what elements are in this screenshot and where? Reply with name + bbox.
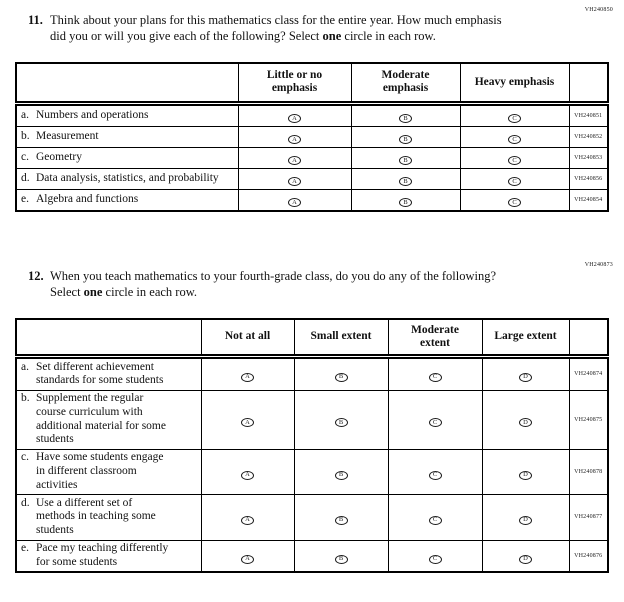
row-letter: d. [21,171,30,184]
question-11-text-post: circle in each row. [341,29,436,43]
answer-bubble[interactable]: D [519,471,532,480]
row-label-cell [16,126,238,147]
option-cell [351,126,460,147]
table-row [16,126,608,147]
option-cell [294,390,388,449]
answer-bubble[interactable]: B [335,555,348,564]
option-cell [388,449,482,494]
row-label-cell [16,147,238,168]
row-label: Pace my teaching differently for some students [36,542,169,568]
question-12-text-pre: When you teach mathematics to your fourth-grade class, do you do any of the following? Select [50,268,497,299]
q12-col-header-notatall: Not at all [201,319,294,357]
row-letter: a. [21,108,29,121]
row-code: VH240875 [569,390,608,449]
answer-bubble[interactable]: A [241,418,254,427]
row-label-cell [16,540,201,572]
option-cell [201,540,294,572]
row-letter: a. [21,360,29,373]
answer-bubble[interactable]: C [508,135,521,144]
option-cell [482,495,569,540]
row-code: VH240874 [569,357,608,391]
answer-bubble[interactable]: B [399,198,412,207]
row-letter: c. [21,150,29,163]
row-label: Have some students engage in different classroom activities [36,451,164,491]
question-11 [0,0,624,212]
row-label: Geometry [36,150,82,163]
question-11-text [50,12,520,44]
answer-bubble[interactable]: D [519,418,532,427]
option-cell [238,189,351,211]
question-11-code: VH240850 [584,7,613,13]
row-code: VH240851 [569,103,608,126]
answer-bubble[interactable]: B [335,516,348,525]
answer-bubble[interactable]: C [429,471,442,480]
option-cell [460,103,569,126]
row-label-cell [16,189,238,211]
question-12-code: VH240873 [584,261,613,268]
answer-bubble[interactable]: A [288,198,301,207]
option-cell [460,189,569,211]
row-letter: c. [21,451,29,464]
q11-header-empty [16,63,238,103]
option-cell [238,168,351,189]
option-cell [294,449,388,494]
option-cell [201,449,294,494]
option-cell [388,390,482,449]
question-11-text-bold: one [322,29,342,43]
row-letter: d. [21,496,30,509]
answer-bubble[interactable]: B [399,156,412,165]
option-cell [460,126,569,147]
option-cell [238,126,351,147]
option-cell [351,147,460,168]
row-label-cell [16,390,201,449]
table-row [16,189,608,211]
option-cell [388,495,482,540]
question-12-text-post: circle in each row. [102,284,198,299]
q11-col-header-moderate: Moderate emphasis [351,63,460,103]
option-cell [294,540,388,572]
row-letter: e. [21,192,29,205]
q11-col-header-heavy: Heavy emphasis [460,63,569,103]
q11-header-code-empty [569,63,608,103]
answer-bubble[interactable]: A [241,555,254,564]
question-12-number: 12. [28,268,44,283]
row-code: VH240852 [569,126,608,147]
table-row [16,147,608,168]
row-letter: e. [21,542,29,555]
answer-bubble[interactable]: B [399,114,412,123]
question-12-prompt [28,268,624,300]
answer-bubble[interactable]: D [519,555,532,564]
question-11-number: 11. [28,13,43,27]
option-cell [351,189,460,211]
option-cell [460,147,569,168]
answer-bubble[interactable]: C [508,177,521,186]
q11-header-row [16,63,608,103]
q12-header-row [16,319,608,357]
table-row [16,168,608,189]
row-label: Algebra and functions [36,192,139,205]
row-code: VH240878 [569,449,608,494]
answer-bubble[interactable]: C [429,516,442,525]
option-cell [351,168,460,189]
option-cell [238,103,351,126]
answer-bubble[interactable]: A [288,135,301,144]
answer-bubble[interactable]: C [429,373,442,382]
option-cell [482,357,569,391]
option-cell [201,357,294,391]
question-12-text [50,268,520,300]
q12-header-code-empty [569,319,608,357]
answer-bubble[interactable]: A [241,516,254,525]
q12-col-header-small: Small extent [294,319,388,357]
table-row [16,390,608,449]
answer-bubble[interactable]: D [519,516,532,525]
row-label: Supplement the regular course curriculum with additional material for some students [36,392,166,446]
answer-bubble[interactable]: B [335,471,348,480]
answer-bubble[interactable]: A [288,156,301,165]
row-label-cell [16,357,201,391]
row-label-cell [16,103,238,126]
answer-bubble[interactable]: B [399,135,412,144]
question-12-table [15,318,609,574]
answer-bubble[interactable]: A [288,177,301,186]
row-label: Set different achievement standards for some students [36,360,164,387]
table-row [16,449,608,494]
row-code: VH240854 [569,189,608,211]
answer-bubble[interactable]: C [429,418,442,427]
option-cell [482,540,569,572]
row-code: VH240877 [569,495,608,540]
answer-bubble[interactable]: D [519,373,532,382]
option-cell [294,357,388,391]
q12-header-empty [16,319,201,357]
table-row [16,540,608,572]
table-row [16,357,608,391]
row-label-cell [16,168,238,189]
option-cell [294,495,388,540]
table-row [16,103,608,126]
option-cell [388,540,482,572]
question-12-text-bold: one [83,284,103,299]
option-cell [482,390,569,449]
option-cell [201,390,294,449]
q11-col-header-little: Little or no emphasis [238,63,351,103]
answer-bubble[interactable]: C [508,156,521,165]
row-label: Numbers and operations [36,108,149,121]
row-label: Use a different set of methods in teaching some students [36,496,156,537]
question-11-prompt [28,12,624,44]
option-cell [238,147,351,168]
row-label-cell [16,495,201,540]
table-row [16,495,608,540]
option-cell [482,449,569,494]
option-cell [460,168,569,189]
answer-bubble[interactable]: C [508,114,521,123]
option-cell [388,357,482,391]
question-11-table [15,62,609,212]
row-label-cell [16,449,201,494]
row-label: Measurement [36,129,99,142]
answer-bubble[interactable]: C [429,555,442,564]
question-12 [0,261,624,574]
q12-col-header-moderate: Moderate extent [388,319,482,357]
row-code: VH240853 [569,147,608,168]
answer-bubble[interactable]: B [335,418,348,427]
option-cell [201,495,294,540]
option-cell [351,103,460,126]
q12-col-header-large: Large extent [482,319,569,357]
answer-bubble[interactable]: A [288,114,301,123]
answer-bubble[interactable]: B [399,177,412,186]
question-11-text-pre: Think about your plans for this mathematics class for the entire year. How much emphasis did you or will you give each of the following? Select [50,13,502,43]
answer-bubble[interactable]: C [508,198,521,207]
answer-bubble[interactable]: A [241,471,254,480]
row-code: VH240856 [569,168,608,189]
row-letter: b. [21,392,30,405]
answer-bubble[interactable]: A [241,373,254,382]
answer-bubble[interactable]: B [335,373,348,382]
row-letter: b. [21,129,30,142]
row-code: VH240876 [569,540,608,572]
row-label: Data analysis, statistics, and probability [36,171,219,184]
